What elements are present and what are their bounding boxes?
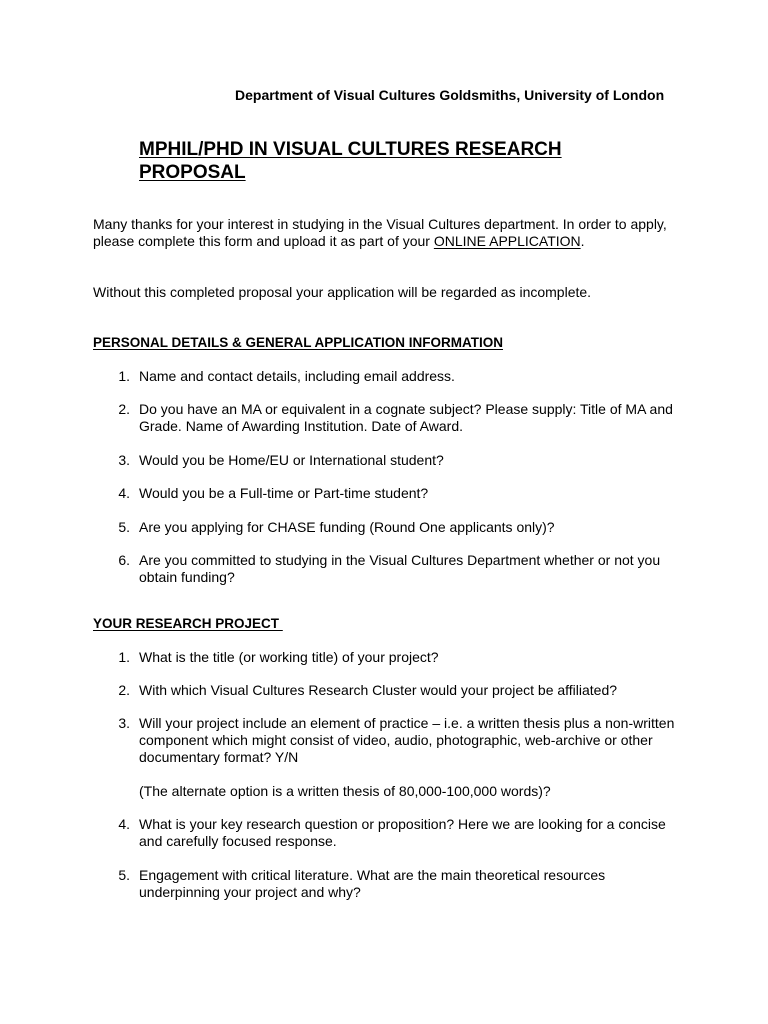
item-number: 2. [118, 682, 130, 698]
alternate-option-note: (The alternate option is a written thesis of 80,000-100,000 words)? [139, 783, 551, 799]
item-number: 3. [118, 715, 130, 731]
item-text: Engagement with critical literature. What are the main theoretical resources underpinning your project and why? [139, 867, 606, 900]
item-number: 6. [118, 552, 130, 568]
item-text: With which Visual Cultures Research Cluster would your project be affiliated? [139, 682, 618, 698]
item-number: 2. [118, 401, 130, 417]
item-text: Would you be Home/EU or International student? [139, 452, 444, 468]
item-number: 4. [118, 485, 130, 501]
item-number: 3. [118, 452, 130, 468]
item-number: 1. [118, 368, 130, 384]
item-text: Will your project include an element of practice – i.e. a written thesis plus a non-written component which might consist of video, audio, photographic, web-archive or other documentary format? Y/N [139, 715, 675, 765]
page-title: MPHIL/PHD IN VISUAL CULTURES RESEARCH PROPOSAL [139, 139, 562, 183]
department-header: Department of Visual Cultures Goldsmiths, University of London [235, 87, 665, 103]
item-number: 5. [118, 519, 130, 535]
item-text: What is your key research question or proposition? Here we are looking for a concise and carefully focused response. [139, 816, 666, 849]
personal-details-heading: PERSONAL DETAILS & GENERAL APPLICATION INFORMATION [93, 335, 504, 350]
item-number: 4. [118, 816, 130, 832]
online-application-link[interactable]: ONLINE APPLICATION [433, 233, 581, 249]
item-text: Are you committed to studying in the Visual Cultures Department whether or not you obtain funding? [139, 552, 661, 585]
item-number: 1. [118, 649, 130, 665]
incomplete-warning: Without this completed proposal your application will be regarded as incomplete. [93, 284, 592, 300]
research-project-heading: YOUR RESEARCH PROJECT [93, 616, 283, 631]
item-text: What is the title (or working title) of your project? [139, 649, 439, 665]
intro-paragraph [93, 216, 683, 250]
intro-text-end: . [580, 233, 585, 249]
item-text: Do you have an MA or equivalent in a cognate subject? Please supply: Title of MA and Grade. Name of Awarding Institution. Date of Award. [139, 401, 673, 434]
intro-text: Many thanks for your interest in studying in the Visual Cultures department. In order to apply, please complete this form and upload it as part of your [93, 216, 667, 249]
item-number: 5. [118, 867, 130, 883]
item-text: Are you applying for CHASE funding (Round One applicants only)? [139, 519, 555, 535]
item-text: Would you be a Full-time or Part-time student? [139, 485, 429, 501]
item-text: Name and contact details, including email address. [139, 368, 455, 384]
